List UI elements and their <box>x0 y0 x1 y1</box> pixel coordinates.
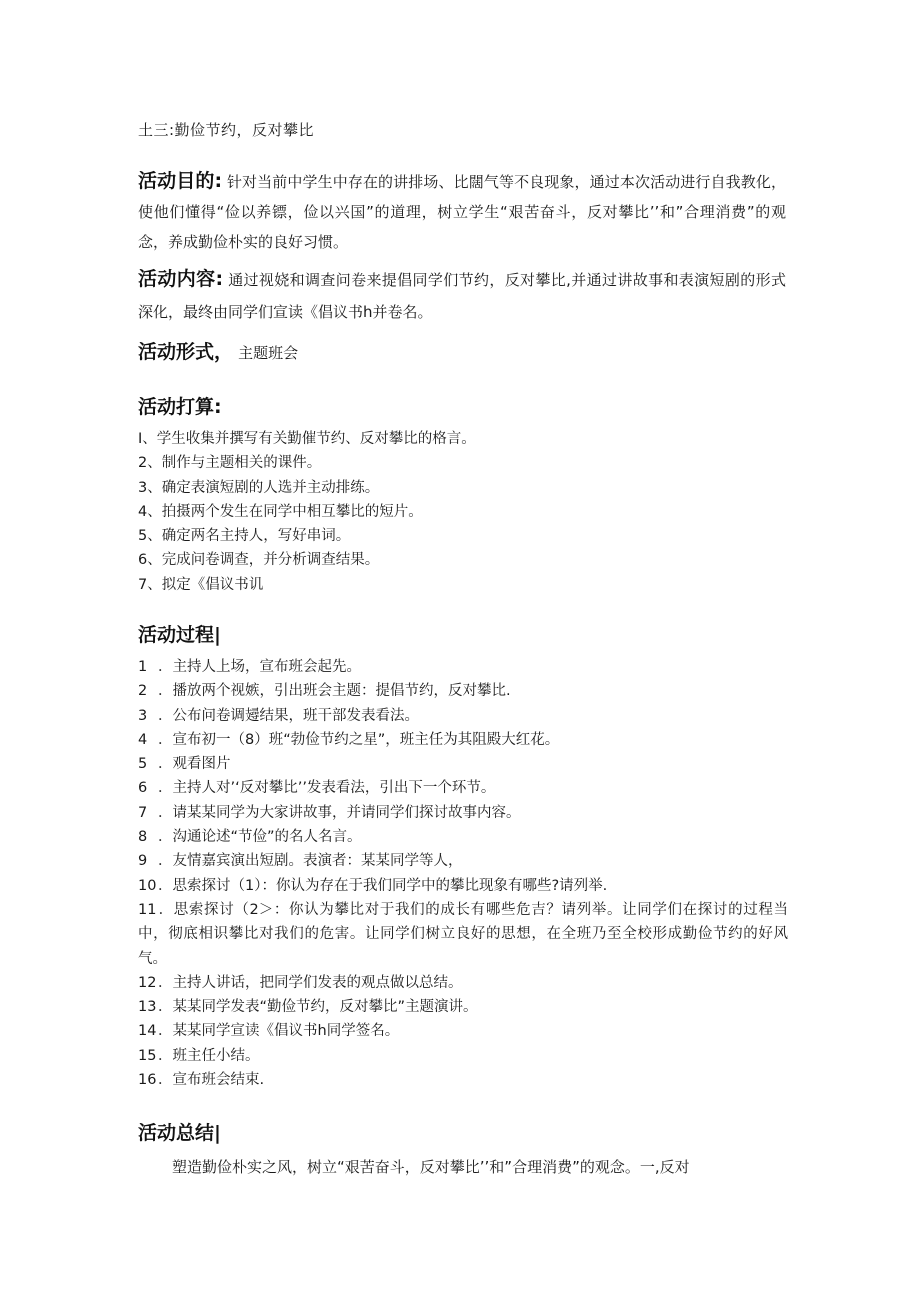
process-item <box>138 752 788 776</box>
content-heading: 活动内容: <box>138 268 224 290</box>
process-item <box>138 655 788 679</box>
plan-item: I、学生收集并撰写有关勤催节约、反对攀比的格言。 <box>138 431 476 447</box>
process-item-text: ．请某某同学为大家讲故事，并请同学们探讨故事内容。 <box>158 804 521 821</box>
process-item-text: ．公布问卷调攳结果，班干部发表看法。 <box>158 707 419 724</box>
process-item-text: ．班主任小结。 <box>158 1047 260 1064</box>
process-item <box>138 728 788 752</box>
process-item <box>138 704 788 728</box>
form-text: 主题班会 <box>238 344 299 362</box>
process-item-text: ．主持人讲话，把同学们发表的观点做以总结。 <box>158 974 463 991</box>
process-item <box>138 874 788 898</box>
summary-body <box>138 1152 786 1182</box>
process-item-text: ．沟通论述“节俭”的名人名言。 <box>158 829 362 846</box>
content-section <box>138 263 786 328</box>
plan-item: 7、拟定《倡议书讥 <box>138 576 264 593</box>
process-item <box>138 849 788 873</box>
process-item-text: ．思索探讨（1）：你认为存在于我们同学中的攀比现象有哪些?请列举. <box>158 877 608 894</box>
process-item <box>138 898 788 971</box>
process-item-text: ．友情嘉宾演出短剧。表演者：某某同学等人， <box>158 853 463 870</box>
process-item <box>138 776 788 800</box>
process-heading: 活动过程| <box>138 624 221 646</box>
form-heading: 活动形式， <box>138 341 234 363</box>
process-item-text: ．某某同学宣读《倡议书h同学签名。 <box>158 1023 400 1040</box>
process-item-text: ．思索探讨（2＞：你认为攀比对于我们的成长有哪些危吉？请列举。让同学们在探讨的过程当中，彻底相识攀比对我们的危害。让同学们树立良好的思想，在全班乃至全校形成勤俭节约的好风气。 <box>138 901 788 967</box>
process-item-number: 2 <box>138 683 148 700</box>
plan-item: 5、确定两名主持人，写好串词。 <box>138 528 351 545</box>
plan-heading: 活动打算: <box>138 396 222 418</box>
process-item-number: 14 <box>138 1023 157 1040</box>
process-item-number: 4 <box>138 731 148 748</box>
process-item <box>138 1044 788 1068</box>
process-item-number: 3 <box>138 707 148 724</box>
process-item-text: ．宣布初一（8）班“勃俭节约之星”，班主任为其阻殿大红花。 <box>158 731 560 748</box>
process-item <box>138 971 788 995</box>
process-item-number: 16 <box>138 1072 157 1089</box>
process-item-number: 10 <box>138 877 157 894</box>
process-item-text: ．播放两个视嫉，引出班会主题：提倡节约，反对攀比. <box>158 683 511 700</box>
plan-item: 4、拍摄两个发生在同学中相互攀比的短片。 <box>138 503 423 520</box>
process-item <box>138 995 788 1019</box>
summary-text: 塑造勤俭朴实之风，树立“艰苦奋斗，反对攀比’’和”合理消费”的观念。一,反对 <box>172 1158 690 1176</box>
process-item-text: ．主持人对’‘反对攀比’’发表看法，引出下一个环节。 <box>158 780 496 797</box>
plan-item: 2、制作与主题相关的课件。 <box>138 455 322 472</box>
content-text: 通过视娆和调查问卷来提倡同学们节约，反对攀比,并通过讲故事和表演短剧的形式深化，最终由同学们宣读《倡议书h并卷名。 <box>138 271 786 321</box>
summary-heading: 活动总结| <box>138 1122 221 1144</box>
process-section <box>138 620 786 647</box>
plan-section <box>138 392 786 419</box>
process-item-number: 6 <box>138 780 148 797</box>
process-item <box>138 801 788 825</box>
process-list <box>138 655 788 1092</box>
process-item-number: 1 <box>138 659 148 675</box>
process-item-text: ．宣布班会结束. <box>158 1072 265 1089</box>
plan-item: 3、确定表演短剧的人选并主动排练。 <box>138 479 380 496</box>
process-item <box>138 1068 788 1092</box>
process-item-number: 13 <box>138 999 157 1016</box>
process-item <box>138 825 788 849</box>
process-item-number: 7 <box>138 804 148 821</box>
process-item-text: ．某某同学发表“勤俭节约，反对攀比”主题演讲。 <box>158 999 478 1016</box>
summary-section <box>138 1118 786 1145</box>
document-title: 土三:勤俭节约，反对攀比 <box>138 121 315 139</box>
form-section <box>138 337 786 364</box>
process-item-number: 8 <box>138 829 148 846</box>
plan-list <box>138 427 788 597</box>
purpose-heading: 活动目的: <box>138 170 223 192</box>
process-item-number: 5 <box>138 756 148 773</box>
purpose-section <box>138 166 786 257</box>
plan-item: 6、完成问卷调查，并分析调查结果。 <box>138 552 380 569</box>
process-item-text: ．主持人上场，宣布班会起先。 <box>158 659 361 675</box>
process-item <box>138 679 788 703</box>
process-item-number: 15 <box>138 1047 157 1064</box>
process-item <box>138 1019 788 1043</box>
process-item-text: ．观看图片 <box>158 756 231 773</box>
process-item-number: 9 <box>138 853 148 870</box>
process-item-number: 12 <box>138 974 157 991</box>
process-item-number: 11 <box>138 901 157 918</box>
purpose-text: 针对当前中学生中存在的讲排场、比闊气等不良现象，通过本次活动进行自我教化，使他们懂得“俭以养镖，俭以兴国”的道理，树立学生“艰苦奋斗，反对攀比’’和”合理消费”的观念，养成勤俭朴实的良好习惯。 <box>138 173 786 251</box>
